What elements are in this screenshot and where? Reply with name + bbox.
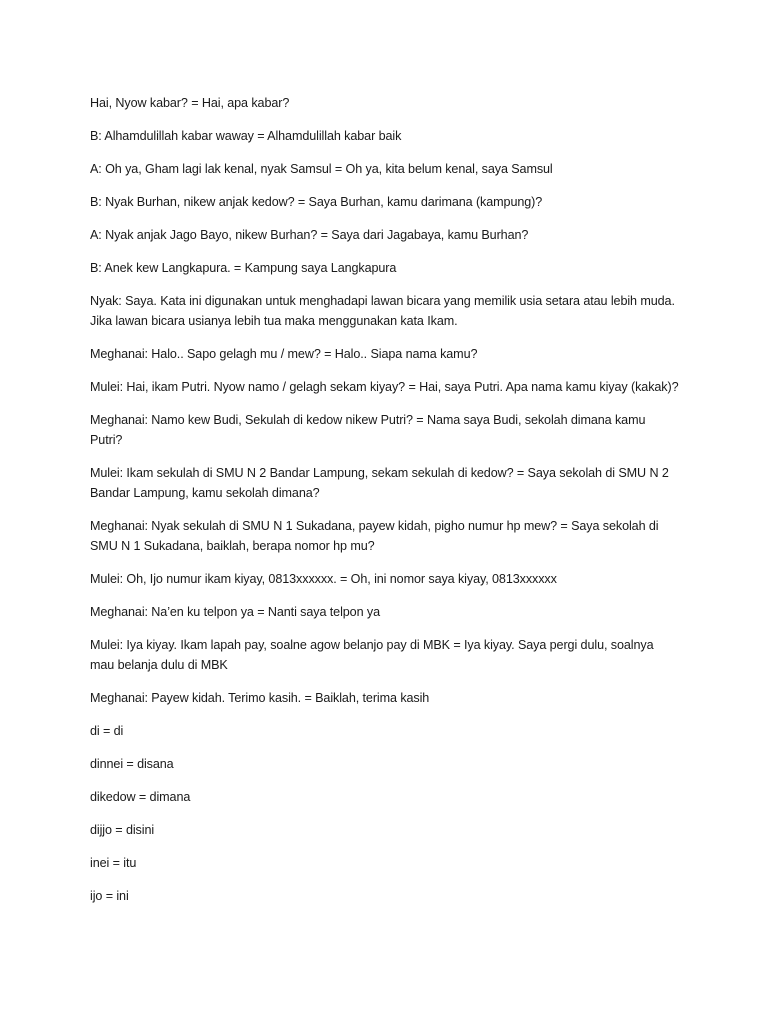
dialogue-line: Mulei: Oh, Ijo numur ikam kiyay, 0813xxxxxx. = Oh, ini nomor saya kiyay, 0813xxxxxx [90, 572, 557, 586]
vocab-entry: inei = itu [90, 856, 137, 870]
dialogue-line: Meghanai: Namo kew Budi, Sekulah di kedow nikew Putri? = Nama saya Budi, sekolah dimana kamu Putri? [90, 413, 646, 447]
dialogue-line: B: Anek kew Langkapura. = Kampung saya Langkapura [90, 261, 397, 275]
vocab-entry: dijjo = disini [90, 823, 155, 837]
explanation-paragraph: Nyak: Saya. Kata ini digunakan untuk menghadapi lawan bicara yang memilik usia setara atau lebih muda. Jika lawan bicara usianya lebih tua maka menggunakan kata Ikam. [90, 294, 675, 328]
dialogue-line: A: Oh ya, Gham lagi lak kenal, nyak Samsul = Oh ya, kita belum kenal, saya Samsul [90, 162, 553, 176]
dialogue-line: Meghanai: Halo.. Sapo gelagh mu / mew? = Halo.. Siapa nama kamu? [90, 347, 478, 361]
vocab-entry: dinnei = disana [90, 757, 174, 771]
dialogue-line: Meghanai: Payew kidah. Terimo kasih. = Baiklah, terima kasih [90, 691, 430, 705]
greeting-line: Hai, Nyow kabar? = Hai, apa kabar? [90, 96, 290, 110]
vocab-entry: di = di [90, 724, 124, 738]
dialogue-line: A: Nyak anjak Jago Bayo, nikew Burhan? = Saya dari Jagabaya, kamu Burhan? [90, 228, 529, 242]
dialogue-line: Meghanai: Na’en ku telpon ya = Nanti saya telpon ya [90, 605, 380, 619]
dialogue-line: Meghanai: Nyak sekulah di SMU N 1 Sukadana, payew kidah, pigho numur hp mew? = Saya sekolah di SMU N 1 Sukadana, baiklah, berapa nomor hp mu? [90, 519, 659, 553]
dialogue-line: Mulei: Iya kiyay. Ikam lapah pay, soalne agow belanjo pay di MBK = Iya kiyay. Saya pergi dulu, soalnya mau belanja dulu di MBK [90, 638, 654, 672]
document-body [90, 93, 680, 919]
vocab-entry: ijo = ini [90, 889, 129, 903]
dialogue-line: B: Alhamdulillah kabar waway = Alhamdulillah kabar baik [90, 129, 402, 143]
dialogue-line: Mulei: Hai, ikam Putri. Nyow namo / gelagh sekam kiyay? = Hai, saya Putri. Apa nama kamu kiyay (kakak)? [90, 380, 679, 394]
dialogue-line: B: Nyak Burhan, nikew anjak kedow? = Saya Burhan, kamu darimana (kampung)? [90, 195, 543, 209]
vocab-entry: dikedow = dimana [90, 790, 191, 804]
dialogue-line: Mulei: Ikam sekulah di SMU N 2 Bandar Lampung, sekam sekulah di kedow? = Saya sekolah di SMU N 2 Bandar Lampung, kamu sekolah dimana? [90, 466, 669, 500]
